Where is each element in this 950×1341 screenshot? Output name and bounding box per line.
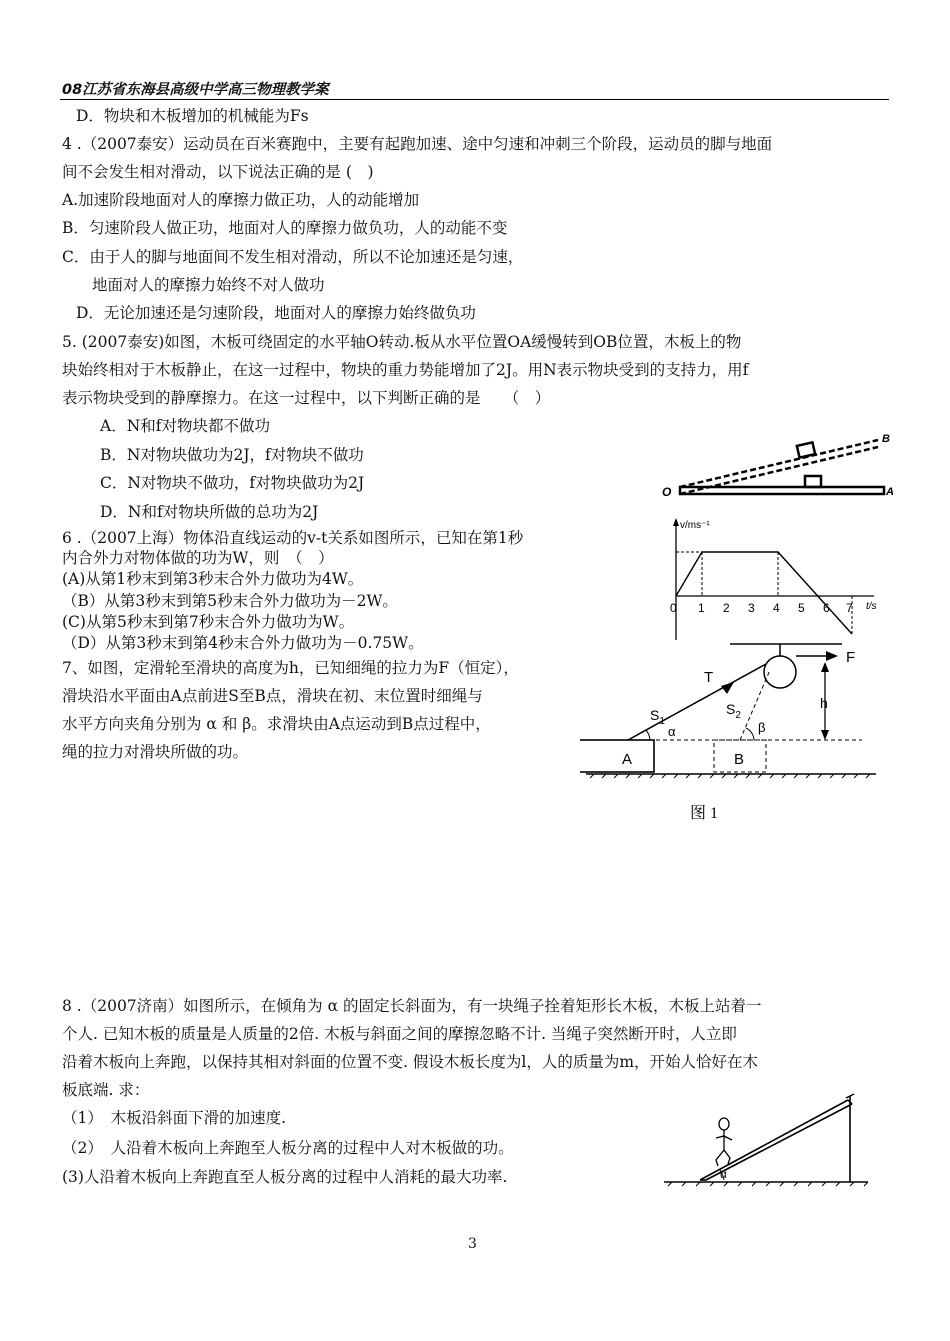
q7-stem-1: 7、如图，定滑轮至滑块的高度为h，已知细绳的拉力为F（恒定）， (62, 659, 519, 677)
q4-option-c: C．由于人的脚与地面间不发生相对滑动，所以不论加速还是匀速， (62, 248, 524, 266)
fig6-tick-2: 2 (723, 601, 730, 615)
fig7-pulley-diagram (580, 642, 880, 828)
fig6-tick-4: 4 (773, 601, 780, 615)
q4-option-d: D．无论加速还是匀速阶段，地面对人的摩擦力始终做负功 (76, 304, 476, 322)
q6-stem-1: 6 .（2007上海）物体沿直线运动的v-t关系如图所示，已知在第1秒 (62, 529, 524, 547)
fig8-incline-diagram (660, 1090, 872, 1190)
q6-option-b: （B）从第3秒末到第5秒末合外力做功为－2W。 (62, 592, 398, 610)
q5-stem-3: 表示物块受到的静摩擦力。在这一过程中，以下判断正确的是 （ ） (62, 389, 551, 407)
q6-stem-2: 内合外力对物体做的功为W，则 （ ） (62, 549, 334, 567)
fig5-label-o: O (662, 485, 672, 499)
fig6-tick-3: 3 (748, 601, 755, 615)
q4-option-c-cont: 地面对人的摩擦力始终不对人做功 (92, 276, 325, 294)
q5-option-a: A．N和f对物块都不做功 (100, 417, 270, 435)
q8-stem-1: 8 .（2007济南）如图所示，在倾角为 α 的固定长斜面为，有一块绳子拴着矩形长木板，木板上站着一 (62, 997, 762, 1015)
q5-option-d: D．N和f对物块所做的总功为2J (100, 503, 319, 521)
q5-option-b: B．N对物块做功为2J，f对物块不做功 (100, 446, 364, 464)
q7-stem-3: 水平方向夹角分别为 α 和 β。求滑块由A点运动到B点过程中， (62, 715, 491, 733)
fig7-label-s1-sub: 1 (659, 716, 665, 727)
fig6-tick-6: 6 (823, 601, 830, 615)
fig6-tick-1: 1 (698, 601, 705, 615)
q8-sub-2: （2） 人沿着木板向上奔跑至人板分离的过程中人对木板做的功。 (62, 1139, 514, 1157)
page-header: 08江苏省东海县高级中学高三物理教学案 (62, 82, 329, 98)
q8-stem-2: 个人. 已知木板的质量是人质量的2倍. 木板与斜面之间的摩擦忽略不计. 当绳子突然断开时，人立即 (62, 1025, 737, 1043)
fig8-label-alpha: α (720, 1167, 727, 1181)
fig6-tick-0: 0 (670, 601, 677, 615)
q6-option-a: (A)从第1秒末到第3秒末合外力做功为4W。 (62, 570, 364, 588)
q3-option-d: D．物块和木板增加的机械能为Fs (76, 107, 309, 125)
fig7-label-s1: S (650, 707, 660, 723)
fig7-caption: 图 1 (690, 805, 719, 822)
fig7-label-h: h (820, 695, 828, 711)
q7-stem-4: 绳的拉力对滑块所做的功。 (62, 743, 249, 761)
q5-stem-2: 块始终相对于木板静止，在这一过程中，物块的重力势能增加了2J。用N表示物块受到的支持力，用f (62, 361, 749, 379)
q4-option-a: A.加速阶段地面对人的摩擦力做正功，人的动能增加 (62, 191, 420, 209)
q8-sub-3: (3)人沿着木板向上奔跑直至人板分离的过程中人消耗的最大功率. (62, 1168, 508, 1186)
fig5-label-a: A (886, 486, 894, 498)
q4-option-b: B．匀速阶段人做正功，地面对人的摩擦力做负功，人的动能不变 (62, 219, 508, 237)
q8-stem-4: 板底端. 求： (62, 1081, 150, 1099)
fig5-label-b: B (882, 433, 890, 445)
fig6-vt-graph (660, 516, 880, 644)
fig7-label-b: B (734, 751, 745, 768)
q4-stem-1: 4 .（2007泰安）运动员在百米赛跑中，主要有起跑加速、途中匀速和冲刺三个阶段，运动员的脚与地面 (62, 135, 773, 153)
q8-sub-1: （1） 木板沿斜面下滑的加速度. (62, 1109, 287, 1127)
header-rule (60, 99, 889, 100)
q7-stem-2: 滑块沿水平面由A点前进S至B点，滑块在初、末位置时细绳与 (62, 687, 483, 705)
fig7-label-t: T (704, 669, 714, 686)
q6-option-c: (C)从第5秒末到第7秒末合外力做功为W。 (62, 613, 355, 631)
fig7-label-alpha: α (668, 724, 676, 739)
fig6-xlabel: t/s (866, 601, 877, 612)
fig6-tick-5: 5 (798, 601, 805, 615)
fig5-board-diagram (658, 426, 898, 506)
fig7-label-s2: S (726, 701, 736, 717)
fig6-tick-7: 7 (846, 601, 853, 615)
fig7-label-s2-sub: 2 (735, 710, 741, 721)
fig7-label-beta: β (758, 720, 766, 735)
fig6-ylabel: v/ms⁻¹ (680, 520, 710, 531)
q4-stem-2: 间不会发生相对滑动，以下说法正确的是 ( ) (62, 163, 374, 181)
q8-stem-3: 沿着木板向上奔跑，以保持其相对斜面的位置不变. 假设木板长度为l，人的质量为m，开始人恰好在木 (62, 1053, 759, 1071)
fig7-label-f: F (846, 649, 856, 666)
svg-text:S2 (726, 701, 741, 721)
fig7-label-a: A (622, 751, 633, 768)
q6-option-d: （D）从第3秒末到第4秒末合外力做功为－0.75W。 (62, 634, 424, 652)
q5-option-c: C．N对物块不做功，f对物块做功为2J (100, 474, 365, 492)
q5-stem-1: 5. (2007泰安)如图，木板可绕固定的水平轴O转动.板从水平位置OA缓慢转到OB位置，木板上的物 (62, 333, 742, 351)
page-number: 3 (468, 1236, 477, 1252)
